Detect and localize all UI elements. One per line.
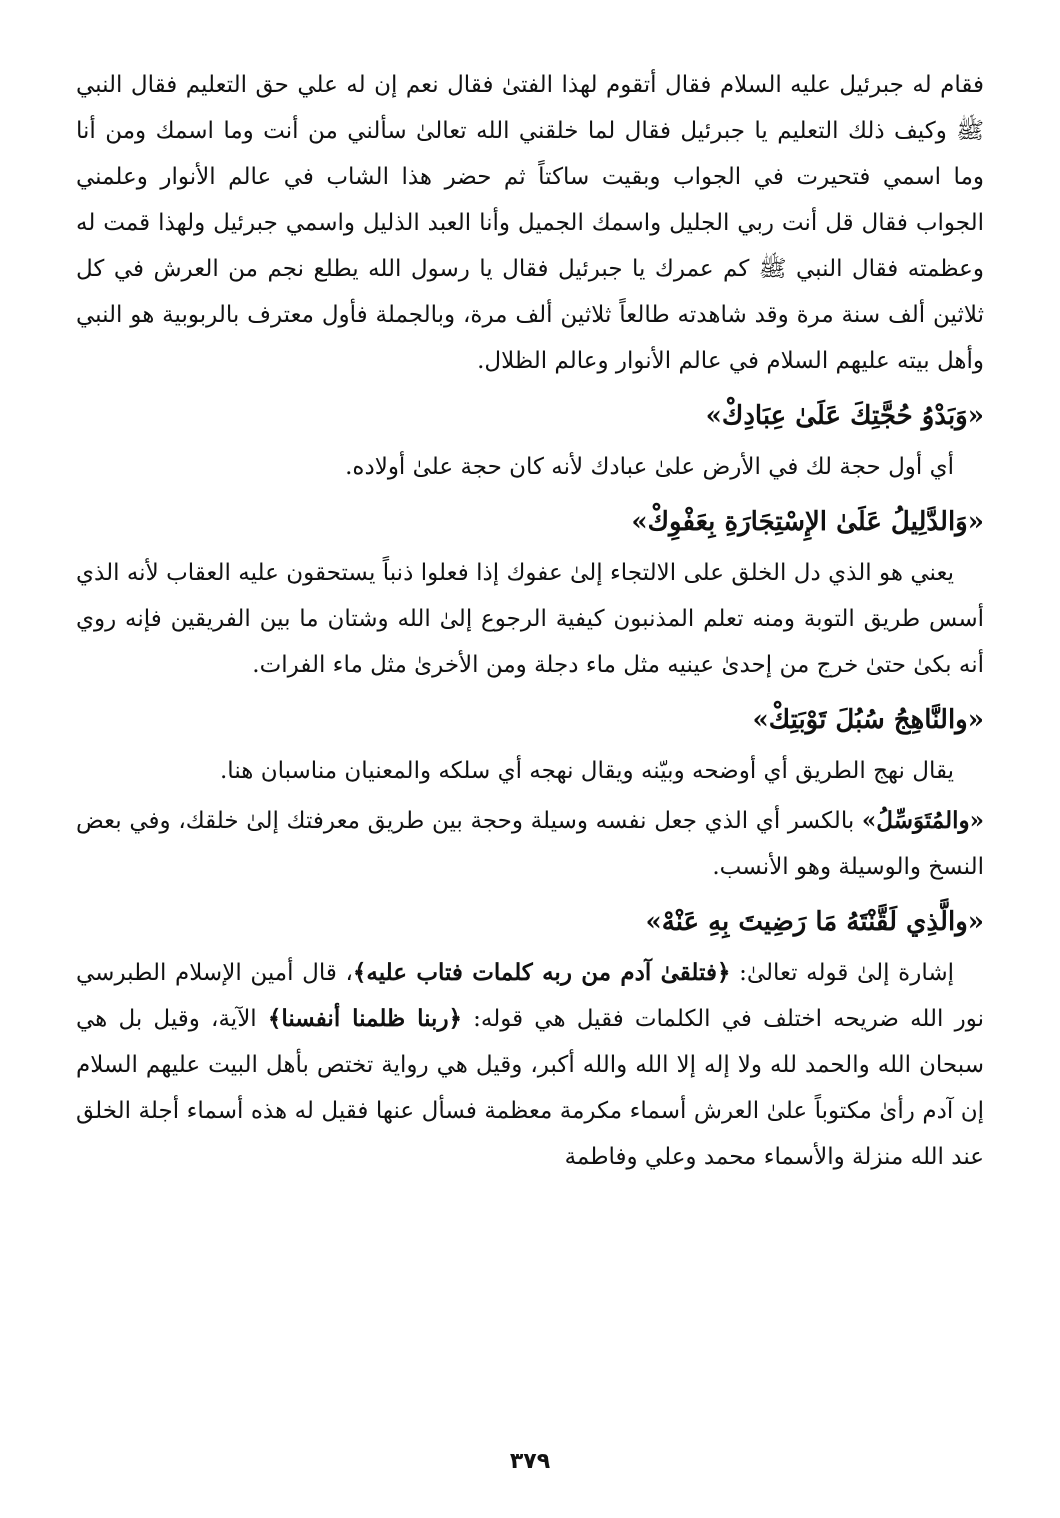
page-number: ٣٧٩ [509,1449,551,1474]
paragraph-6 [76,950,984,1180]
quran-quote-1: ﴿فتلقىٰ آدم من ربه كلمات فتاب عليه﴾ [352,959,731,986]
paragraph-5-term: «والمُتَوَسِّلُ» [861,807,984,834]
heading-2: «وَالدَّلِيلُ عَلَىٰ الإِسْتِجَارَةِ بِعَفْوِكْ» [631,507,984,537]
paragraph-4: يقال نهج الطريق أي أوضحه وبيّنه ويقال نهجه أي سلكه والمعنيان مناسبان هنا. [220,758,954,784]
paragraph-5 [76,798,984,890]
paragraph-6-part-a: إشارة إلىٰ قوله تعالىٰ: [730,960,954,986]
quran-quote-2: ﴿ربنا ظلمنا أنفسنا﴾ [267,1005,463,1032]
heading-4: «والَّذِي لَقَّنْتَهُ مَا رَضِيتَ بِهِ عَنْهْ» [645,907,984,937]
paragraph-6-part-b: ، قال أمين الإسلام الطبرسي نور الله ضريحه اختلف في الكلمات فقيل هي قوله: [76,960,984,1032]
heading-1: «وَبَدْوُ حُجَّتِكَ عَلَىٰ عِبَادِكْ» [705,401,984,431]
page-body [76,62,984,1180]
paragraph-6-part-c: الآية، وقيل بل هي سبحان الله والحمد لله ولا إله إلا الله والله أكبر، وقيل هي رواية تختص بأهل البيت عليهم السلام إن آدم رأىٰ مكتوباً علىٰ العرش أسماء مكرمة معظمة فسأل عنها فقيل له هذه أسماء أجلة الخلق عند الله منزلة والأسماء محمد وعلي وفاطمة [76,1006,984,1170]
paragraph-5-text: بالكسر أي الذي جعل نفسه وسيلة وحجة بين طريق معرفتك إلىٰ خلقك، وفي بعض النسخ والوسيلة وهو الأنسب. [76,808,984,880]
paragraph-3: يعني هو الذي دل الخلق على الالتجاء إلىٰ عفوك إذا فعلوا ذنباً يستحقون عليه العقاب لأنه الذي أسس طريق التوبة ومنه تعلم المذنبون كيفية الرجوع إلىٰ الله وشتان ما بين الفريقين فإنه روي أنه بكىٰ حتىٰ خرج من إحدىٰ عينيه مثل ماء دجلة ومن الأخرىٰ مثل ماء الفرات. [76,560,984,678]
paragraph-1: فقام له جبرئيل عليه السلام فقال أتقوم لهذا الفتىٰ فقال نعم إن له علي حق التعليم فقال النبي ﷺ وكيف ذلك التعليم يا جبرئيل فقال لما خلقني الله تعالىٰ سألني من أنت وما اسمك ومن أنا وما اسمي فتحيرت في الجواب وبقيت ساكتاً ثم حضر هذا الشاب في عالم الأنوار وعلمني الجواب فقال قل أنت ربي الجليل واسمك الجميل وأنا العبد الذليل واسمي جبرئيل ولهذا قمت له وعظمته فقال النبي ﷺ كم عمرك يا جبرئيل فقال يا رسول الله يطلع نجم من العرش في كل ثلاثين ألف سنة مرة وقد شاهدته طالعاً ثلاثين ألف مرة، وبالجملة فأول معترف بالربوبية هو النبي وأهل بيته عليهم السلام في عالم الأنوار وعالم الظلال. [76,72,985,374]
paragraph-2: أي أول حجة لك في الأرض علىٰ عبادك لأنه كان حجة علىٰ أولاده. [345,454,954,480]
heading-3: «والنَّاهِجُ سُبُلَ تَوْبَتِكْ» [752,705,984,735]
